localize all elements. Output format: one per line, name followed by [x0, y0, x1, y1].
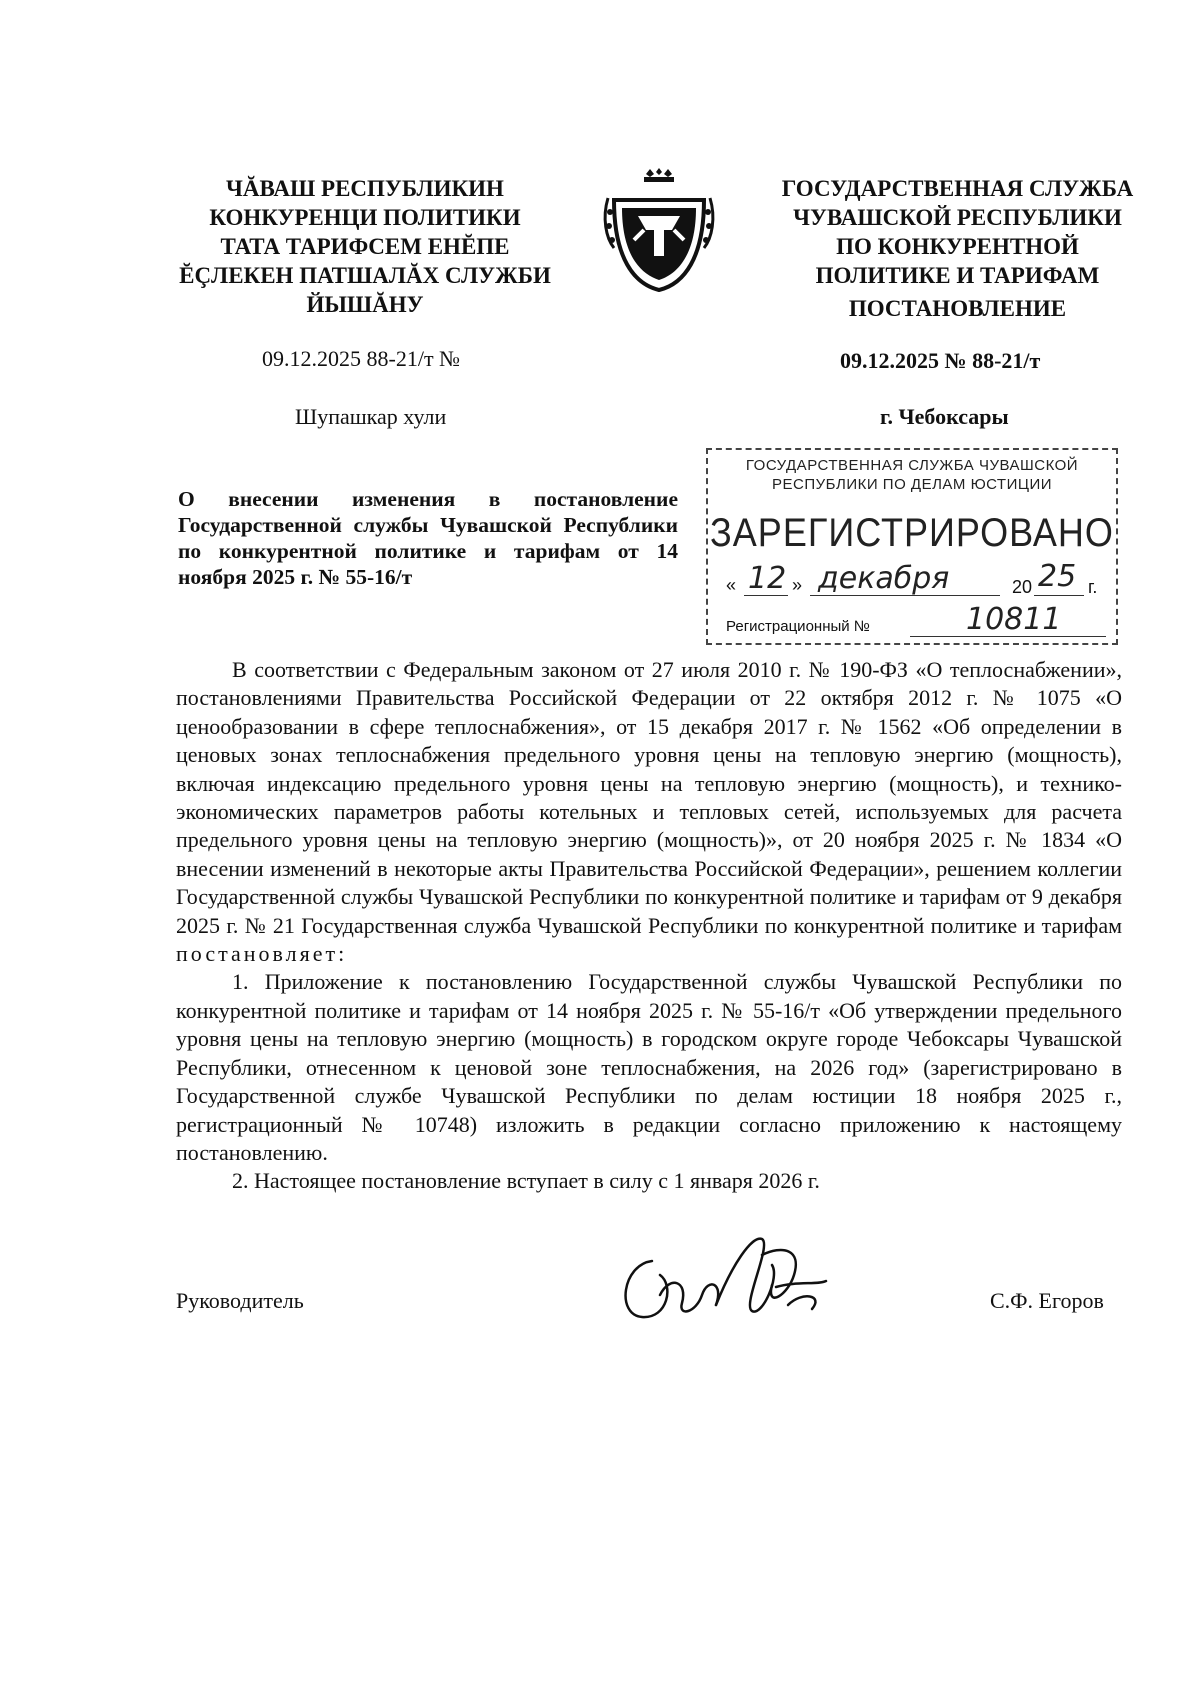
coat-of-arms-emblem-icon: [600, 168, 718, 296]
header-left-line-5: ЙЫШĂНУ: [306, 292, 424, 317]
decree-word: постановляет:: [176, 941, 348, 967]
header-right-line-2: ЧУВАШСКОЙ РЕСПУБЛИКИ: [793, 205, 1122, 230]
signatory-name: С.Ф. Егоров: [990, 1288, 1104, 1313]
stamp-quote-close: »: [792, 575, 803, 595]
header-left-line-2: КОНКУРЕНЦИ ПОЛИТИКИ: [209, 205, 521, 230]
stamp-reg-number: 10811: [966, 602, 1062, 637]
header-chuvash: [150, 174, 580, 319]
header-right-line-5: ПОСТАНОВЛЕНИЕ: [848, 296, 1067, 321]
stamp-org-line-1: ГОСУДАРСТВЕННАЯ СЛУЖБА ЧУВАШСКОЙ: [745, 457, 1079, 474]
stamp-reg-underline: [910, 636, 1106, 637]
registration-stamp: [706, 448, 1118, 645]
stamp-title: ЗАРЕГИСТРИРОВАНО: [710, 509, 1114, 555]
stamp-year-unit: г.: [1088, 577, 1098, 597]
header-right-line-3: ПО КОНКУРЕНТНОЙ: [836, 234, 1079, 259]
body-paragraph-1: [176, 656, 1122, 968]
document-subject: О внесении изменения в постановление Государственной службы Чувашской Республики по конкурентной политике и тарифам от 14 ноября 2025 г. № 55-16/т: [178, 487, 678, 589]
body-paragraph-3: 2. Настоящее постановление вступает в силу с 1 января 2026 г.: [232, 1168, 820, 1194]
header-right-line-4: ПОЛИТИКЕ И ТАРИФАМ: [815, 263, 1100, 288]
stamp-year-underline: [1034, 595, 1084, 596]
signatory-position: Руководитель: [176, 1288, 304, 1313]
header-russian: [740, 174, 1175, 323]
body-paragraph-2: 1. Приложение к постановлению Государственной службы Чувашской Республики по конкурентной политике и тарифам от 14 ноября 2025 г. № 55-16/т «Об утверждении предельного уровня цены на тепловую энергию (мощность) в городском округе городе Чебоксары Чувашской Республики, отнесенном к ценовой зоне теплоснабжения, на 2026 год» (зарегистрировано в Государственной службе Чувашской Республики по делам юстиции 18 ноября 2025 г., регистрационный № 10748) изложить в редакции согласно приложению к настоящему постановлению.: [176, 969, 1122, 1165]
header-right-line-1: ГОСУДАРСТВЕННАЯ СЛУЖБА: [781, 176, 1134, 201]
handwritten-signature-icon: [612, 1225, 844, 1333]
stamp-year-suffix: 25: [1038, 559, 1077, 594]
stamp-quote-open: «: [726, 575, 737, 595]
document-date-russian: 09.12.2025 № 88-21/т: [840, 348, 1041, 373]
header-left-line-1: ЧĂВАШ РЕСПУБЛИКИН: [226, 176, 504, 201]
stamp-organization: [708, 456, 1116, 494]
document-body: [176, 656, 1122, 1196]
city-russian: г. Чебоксары: [880, 404, 1009, 429]
stamp-month: декабря: [818, 561, 950, 596]
stamp-date: [726, 559, 1111, 605]
city-chuvash: Шупашкар хули: [295, 404, 447, 429]
body-paragraph-1-text: В соответствии с Федеральным законом от 27 июля 2010 г. № 190-ФЗ «О теплоснабжении», постановлениями Правительства Российской Федерации от 22 октября 2012 г. № 1075 «О ценообразовании в сфере теплоснабжения», от 15 декабря 2017 г. № 1562 «Об определении в ценовых зонах теплоснабжения предельного уровня цены на тепловую энергию (мощность), включая индексацию предельного уровня цены на тепловую энергию (мощность), и технико-экономических параметров работы котельных и тепловых сетей, используемых для расчета предельного уровня цены на тепловую энергию (мощность)», от 20 ноября 2025 г. № 1834 «О внесении изменений в некоторые акты Правительства Российской Федерации», решением коллегии Государственной службы Чувашской Республики по конкурентной политике и тарифам от 9 декабря 2025 г. № 21 Государственная служба Чувашской Республики по конкурентной политике и тарифам: [176, 657, 1122, 938]
stamp-reg-label: Регистрационный №: [726, 618, 870, 635]
header-left-line-3: ТАТА ТАРИФСЕМ ЕНĔПЕ: [220, 234, 510, 259]
stamp-month-underline: [810, 595, 1000, 596]
stamp-registration: [726, 602, 1111, 642]
header-left-line-4: ĔÇЛЕКЕН ПАТШАЛĂХ СЛУЖБИ: [179, 263, 551, 288]
stamp-day: 12: [748, 561, 787, 596]
document-date-chuvash: 09.12.2025 88-21/т №: [262, 346, 461, 371]
stamp-org-line-2: РЕСПУБЛИКИ ПО ДЕЛАМ ЮСТИЦИИ: [771, 476, 1053, 493]
stamp-day-underline: [744, 595, 788, 596]
stamp-year-prefix: 20: [1012, 577, 1033, 597]
